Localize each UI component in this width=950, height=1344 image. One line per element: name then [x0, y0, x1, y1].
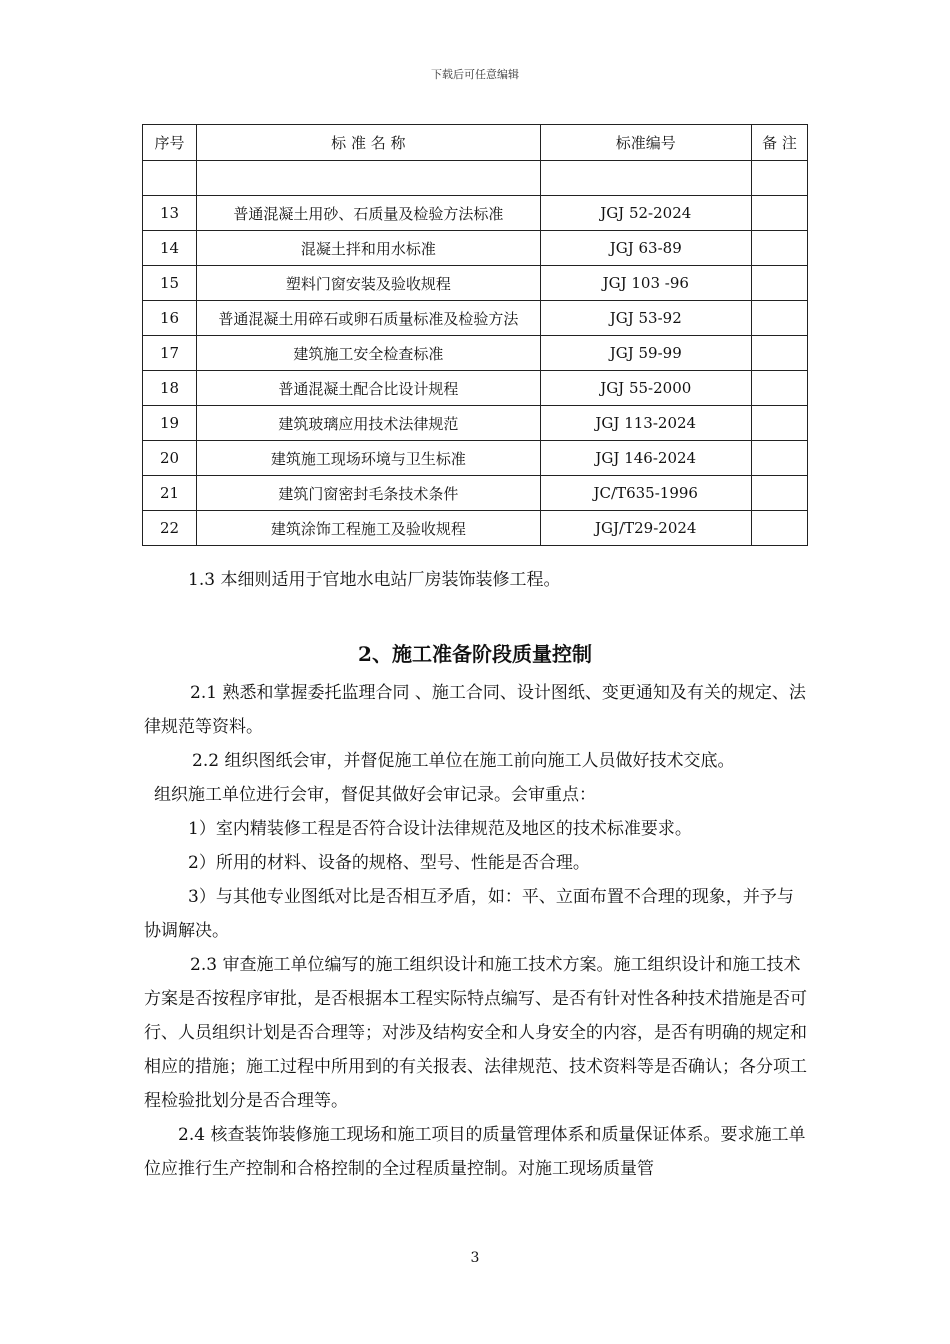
paragraph-2-2-review: 组织施工单位进行会审，督促其做好会审记录。会审重点： — [154, 785, 596, 805]
cell-note — [751, 196, 807, 231]
standards-table — [142, 124, 808, 546]
list-item-3: 3）与其他专业图纸对比是否相互矛盾，如：平、立面布置不合理的现象，并予与协调解决。 — [144, 887, 794, 941]
table-row — [143, 406, 808, 441]
cell-note — [751, 476, 807, 511]
cell-code: JGJ 53-92 — [540, 301, 751, 336]
header-standard-name: 标 准 名 称 — [197, 125, 541, 161]
table-row — [143, 511, 808, 546]
page-header-note: 下载后可任意编辑 — [431, 68, 519, 81]
cell-note — [751, 336, 807, 371]
cell-serial: 22 — [143, 511, 197, 546]
table-header-row — [143, 125, 808, 161]
page-number: 3 — [470, 1250, 480, 1266]
cell-serial: 16 — [143, 301, 197, 336]
cell-note — [751, 161, 807, 196]
table-row — [143, 441, 808, 476]
cell-note — [751, 406, 807, 441]
table-row — [143, 476, 808, 511]
header-remarks: 备 注 — [751, 125, 807, 161]
table-row — [143, 301, 808, 336]
cell-note — [751, 441, 807, 476]
cell-name: 普通混凝土用碎石或卵石质量标准及检验方法 — [197, 301, 541, 336]
table-row — [143, 336, 808, 371]
cell-code: JGJ/T29-2024 — [540, 511, 751, 546]
cell-name: 混凝土拌和用水标准 — [197, 231, 541, 266]
cell-note — [751, 231, 807, 266]
list-item-2: 2）所用的材料、设备的规格、型号、性能是否合理。 — [188, 853, 590, 873]
cell-name: 普通混凝土配合比设计规程 — [197, 371, 541, 406]
cell-name: 建筑施工现场环境与卫生标准 — [197, 441, 541, 476]
cell-code: JGJ 63-89 — [540, 231, 751, 266]
cell-name: 建筑门窗密封毛条技术条件 — [197, 476, 541, 511]
cell-name: 普通混凝土用砂、石质量及检验方法标准 — [197, 196, 541, 231]
cell-name: 塑料门窗安装及验收规程 — [197, 266, 541, 301]
header-serial: 序号 — [143, 125, 197, 161]
cell-code: JGJ 52-2024 — [540, 196, 751, 231]
cell-code: JGJ 103 -96 — [540, 266, 751, 301]
table-row — [143, 196, 808, 231]
cell-note — [751, 511, 807, 546]
cell-code — [540, 161, 751, 196]
cell-serial: 17 — [143, 336, 197, 371]
cell-serial: 19 — [143, 406, 197, 441]
cell-serial: 15 — [143, 266, 197, 301]
paragraph-2-1: 2.1 熟悉和掌握委托监理合同 、施工合同、设计图纸、变更通知及有关的规定、法律规范等资料。 — [144, 683, 806, 737]
cell-code: JGJ 55-2000 — [540, 371, 751, 406]
cell-note — [751, 371, 807, 406]
paragraph-1-3: 1.3 本细则适用于官地水电站厂房装饰装修工程。 — [188, 570, 561, 590]
cell-code: JC/T635-1996 — [540, 476, 751, 511]
cell-note — [751, 266, 807, 301]
cell-serial: 21 — [143, 476, 197, 511]
cell-code: JGJ 113-2024 — [540, 406, 751, 441]
paragraph-2-4: 2.4 核查装饰装修施工现场和施工项目的质量管理体系和质量保证体系。要求施工单位应推行生产控制和合格控制的全过程质量控制。对施工现场质量管 — [144, 1125, 806, 1179]
table-row — [143, 231, 808, 266]
table-row — [143, 371, 808, 406]
section-title: 2、施工准备阶段质量控制 — [358, 642, 592, 666]
cell-name: 建筑施工安全检查标准 — [197, 336, 541, 371]
cell-serial — [143, 161, 197, 196]
cell-note — [751, 301, 807, 336]
cell-name: 建筑涂饰工程施工及验收规程 — [197, 511, 541, 546]
paragraph-2-2: 2.2 组织图纸会审，并督促施工单位在施工前向施工人员做好技术交底。 — [192, 751, 735, 771]
cell-name: 建筑玻璃应用技术法律规范 — [197, 406, 541, 441]
paragraph-2-3: 2.3 审查施工单位编写的施工组织设计和施工技术方案。施工组织设计和施工技术方案是否按程序审批，是否根据本工程实际特点编写、是否有针对性各种技术措施是否可行、人员组织计划是否合理等；对涉及结构安全和人身安全的内容，是否有明确的规定和相应的措施；施工过程中所用到的有关报表、法律规范、技术资料等是否确认；各分项工程检验批划分是否合理等。 — [144, 955, 807, 1111]
cell-code: JGJ 146-2024 — [540, 441, 751, 476]
list-item-1: 1）室内精装修工程是否符合设计法律规范及地区的技术标准要求。 — [188, 819, 692, 839]
header-standard-code: 标准编号 — [540, 125, 751, 161]
cell-serial: 20 — [143, 441, 197, 476]
cell-serial: 18 — [143, 371, 197, 406]
cell-serial: 13 — [143, 196, 197, 231]
cell-serial: 14 — [143, 231, 197, 266]
table-row — [143, 161, 808, 196]
cell-name — [197, 161, 541, 196]
table-row — [143, 266, 808, 301]
cell-code: JGJ 59-99 — [540, 336, 751, 371]
